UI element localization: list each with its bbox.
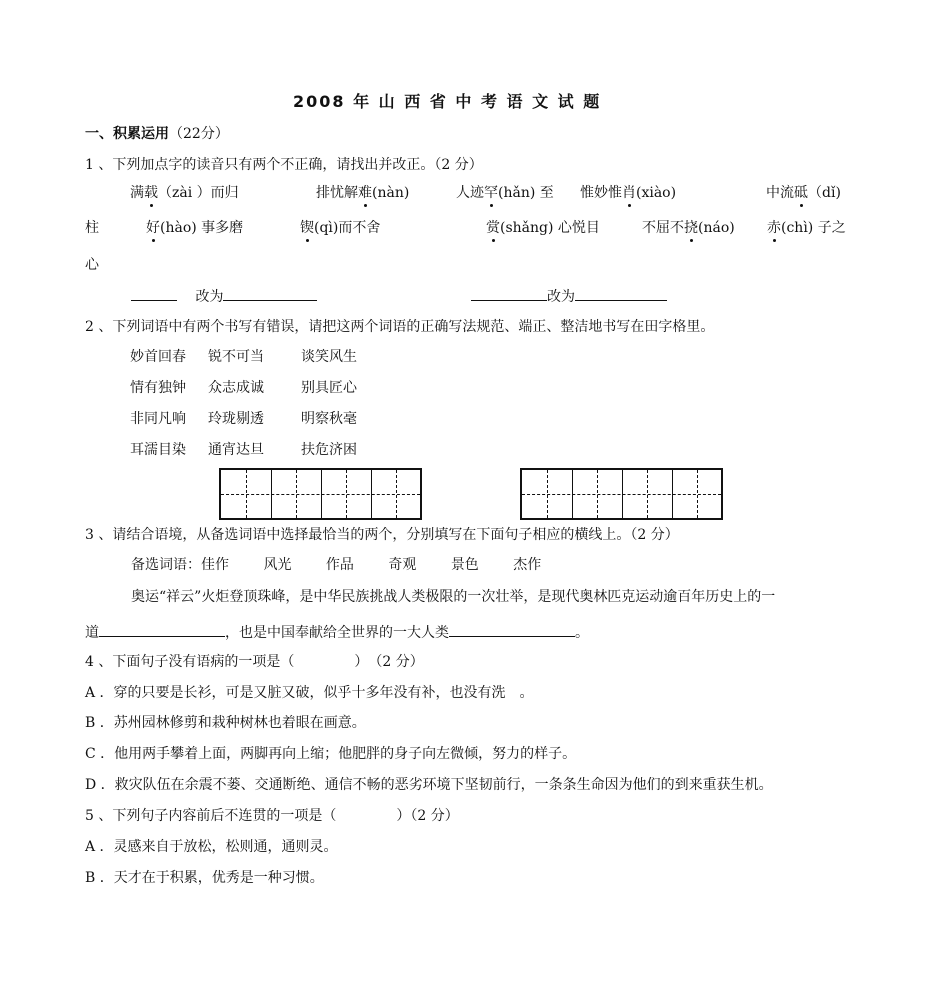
q1-item: 中流砥（dǐ) (766, 185, 841, 201)
q3-blank-1[interactable] (99, 622, 225, 637)
q2-word: 众志成诚 (208, 380, 264, 396)
q1-item: 赤(chì) 子之 (767, 220, 846, 236)
q1-item: 不屈不挠(náo) (642, 220, 735, 236)
section-points: （22分） (169, 126, 229, 142)
q2-word: 扶危济困 (301, 442, 357, 458)
q1-item: 满载（zài ）而归 (130, 185, 239, 201)
q1-answer-row-2 (471, 286, 667, 306)
q3-sentence-line-1: 奥运“祥云”火炬登顶珠峰，是中华民族挑战人类极限的一次壮举，是现代奥林匹克运动逾百年历史上的一 (131, 589, 776, 605)
option-word: 杰作 (513, 557, 542, 573)
blank-corrected-2[interactable] (575, 286, 667, 301)
change-label: 改为 (547, 289, 575, 305)
options-label: 备选词语： (131, 557, 201, 573)
q1-item: 锲(qì)而不舍 (300, 220, 381, 236)
blank-original-2[interactable] (471, 286, 547, 301)
q2-stem: 2 、下列词语中有两个书写有错误，请把这两个词语的正确写法规范、端正、整洁地书写在田字格里。 (85, 319, 715, 335)
tianzige-grid-1[interactable] (219, 468, 422, 520)
q1-item: 惟妙惟肖(xiào) (580, 185, 677, 201)
q1-item: 排忧解难(nàn) (316, 185, 410, 201)
option-word: 奇观 (388, 557, 417, 573)
blank-original-1[interactable] (131, 286, 177, 301)
option-word: 佳作 (201, 557, 229, 573)
page-title: 2008 年 山 西 省 中 考 语 文 试 题 (293, 92, 602, 111)
q1-item: 人迹罕(hǎn) 至 (456, 185, 554, 201)
q2-word: 玲珑剔透 (208, 411, 264, 427)
q1-answer-row-1 (131, 286, 317, 306)
q2-word: 情有独钟 (130, 380, 186, 396)
q5-option-b: B ．天才在于积累，优秀是一种习惯。 (85, 870, 324, 886)
q1-item: 好(hào) 事多磨 (146, 220, 244, 236)
q3-options (131, 556, 541, 574)
q3-stem: 3 、请结合语境，从备选词语中选择最恰当的两个，分别填写在下面句子相应的横线上。（2 分） (85, 527, 679, 543)
q1-item: 柱 (85, 220, 99, 236)
q2-word: 非同凡响 (130, 411, 186, 427)
change-label: 改为 (195, 289, 224, 305)
section-title: 一、积累运用 (85, 126, 169, 142)
section-heading (85, 125, 229, 143)
q4-option-c: C ．他用两手攀着上面，两脚再向上缩；他肥胖的身子向左微倾，努力的样子。 (85, 746, 577, 762)
q2-word: 锐不可当 (208, 349, 264, 365)
q4-option-b: B ．苏州园林修剪和栽种树林也着眼在画意。 (85, 715, 366, 731)
q3-blank-2[interactable] (449, 622, 575, 637)
q4-option-a: A ．穿的只要是长衫，可是又脏又破，似乎十多年没有补，也没有洗 。 (85, 685, 534, 701)
option-word: 作品 (325, 557, 354, 573)
q5-option-a: A ．灵感来自于放松，松则通，通则灵。 (85, 839, 338, 855)
option-word: 风光 (263, 557, 292, 573)
q1-item: 心 (85, 257, 99, 273)
q2-word: 谈笑风生 (301, 349, 357, 365)
q2-word: 通宵达旦 (208, 442, 264, 458)
q4-option-d: D ．救灾队伍在余震不蒌、交通断绝、通信不畅的恶劣环境下坚韧前行，一条条生命因为他们的到来重获生机。 (85, 777, 773, 793)
option-word: 景色 (450, 557, 479, 573)
q2-word: 耳濡目染 (130, 442, 186, 458)
q2-word: 别具匠心 (301, 380, 357, 396)
tianzige-grid-2[interactable] (520, 468, 723, 520)
q2-word: 明察秋毫 (301, 411, 357, 427)
q3-sentence-line-2: 道 ，也是中国奉献给全世界的一大人类 。 (85, 622, 589, 642)
q1-item: 赏(shǎng) 心悦目 (486, 220, 600, 236)
q5-stem: 5 、下列句子内容前后不连贯的一项是（ ）（2 分） (85, 808, 459, 824)
q1-stem: 1 、下列加点字的读音只有两个不正确，请找出并改正。（2 分） (85, 157, 483, 173)
q4-stem: 4 、下面句子没有语病的一项是（ ） （2 分） (85, 654, 424, 670)
blank-corrected-1[interactable] (223, 286, 317, 301)
q2-word: 妙首回春 (130, 349, 186, 365)
